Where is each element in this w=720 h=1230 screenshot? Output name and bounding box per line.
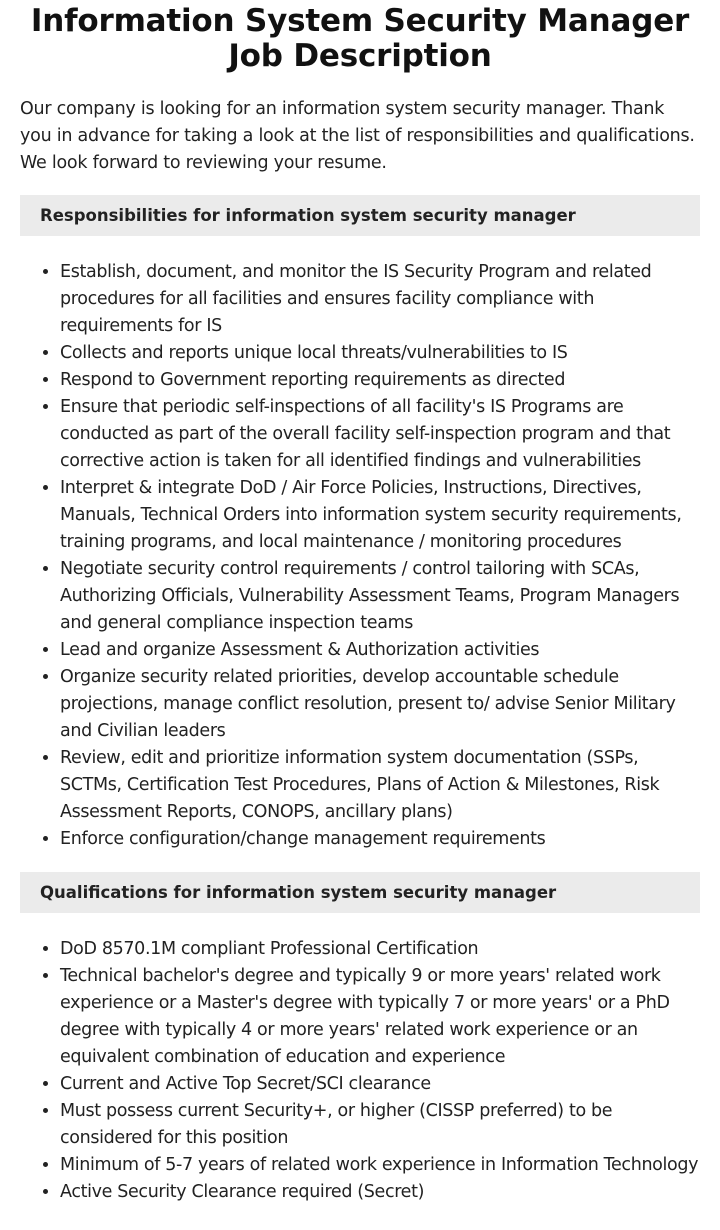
qualifications-list xyxy=(20,936,700,1206)
list-item: • Respond to Government reporting requirements as directed xyxy=(60,367,700,394)
list-item: • Collects and reports unique local threats/vulnerabilities to IS xyxy=(60,340,700,367)
list-item: • Lead and organize Assessment & Authorization activities xyxy=(60,637,700,664)
list-item: • Review, edit and prioritize information system documentation (SSPs, SCTMs, Certification Test Procedures, Plans of Action & Milestones, Risk Assessment Reports, CONOPS, ancillary plans) xyxy=(60,745,700,826)
list-item: • Ensure that periodic self-inspections of all facility's IS Programs are conducted as part of the overall facility self-inspection program and that corrective action is taken for all identified findings and vulnerabilities xyxy=(60,394,700,475)
responsibilities-heading: Responsibilities for information system security manager xyxy=(20,195,700,236)
list-item: • Active Security Clearance required (Secret) xyxy=(60,1179,700,1206)
intro-paragraph: Our company is looking for an information system security manager. Thank you in advance for taking a look at the list of responsibilities and qualifications. We look forward to reviewing your resume. xyxy=(20,99,695,173)
list-item: • Enforce configuration/change management requirements xyxy=(60,826,700,853)
page-title: Information System Security Manager Job Description xyxy=(30,3,690,74)
list-item: • Minimum of 5-7 years of related work experience in Information Technology xyxy=(60,1152,700,1179)
responsibilities-list xyxy=(20,259,700,853)
list-item: • Must possess current Security+, or higher (CISSP preferred) to be considered for this position xyxy=(60,1098,700,1152)
list-item: • Current and Active Top Secret/SCI clearance xyxy=(60,1071,700,1098)
job-description-page xyxy=(0,4,720,1206)
list-item: • Establish, document, and monitor the IS Security Program and related procedures for all facilities and ensures facility compliance with requirements for IS xyxy=(60,259,700,340)
list-item: • Technical bachelor's degree and typically 9 or more years' related work experience or a Master's degree with typically 7 or more years' or a PhD degree with typically 4 or more years' related work experience or an equivalent combination of education and experience xyxy=(60,963,700,1071)
list-item: • Interpret & integrate DoD / Air Force Policies, Instructions, Directives, Manuals, Technical Orders into information system security requirements, training programs, and local maintenance / monitoring procedures xyxy=(60,475,700,556)
list-item: • DoD 8570.1M compliant Professional Certification xyxy=(60,936,700,963)
list-item: • Negotiate security control requirements / control tailoring with SCAs, Authorizing Officials, Vulnerability Assessment Teams, Program Managers and general compliance inspection teams xyxy=(60,556,700,637)
list-item: • Organize security related priorities, develop accountable schedule projections, manage conflict resolution, present to/ advise Senior Military and Civilian leaders xyxy=(60,664,700,745)
qualifications-heading: Qualifications for information system security manager xyxy=(20,872,700,913)
